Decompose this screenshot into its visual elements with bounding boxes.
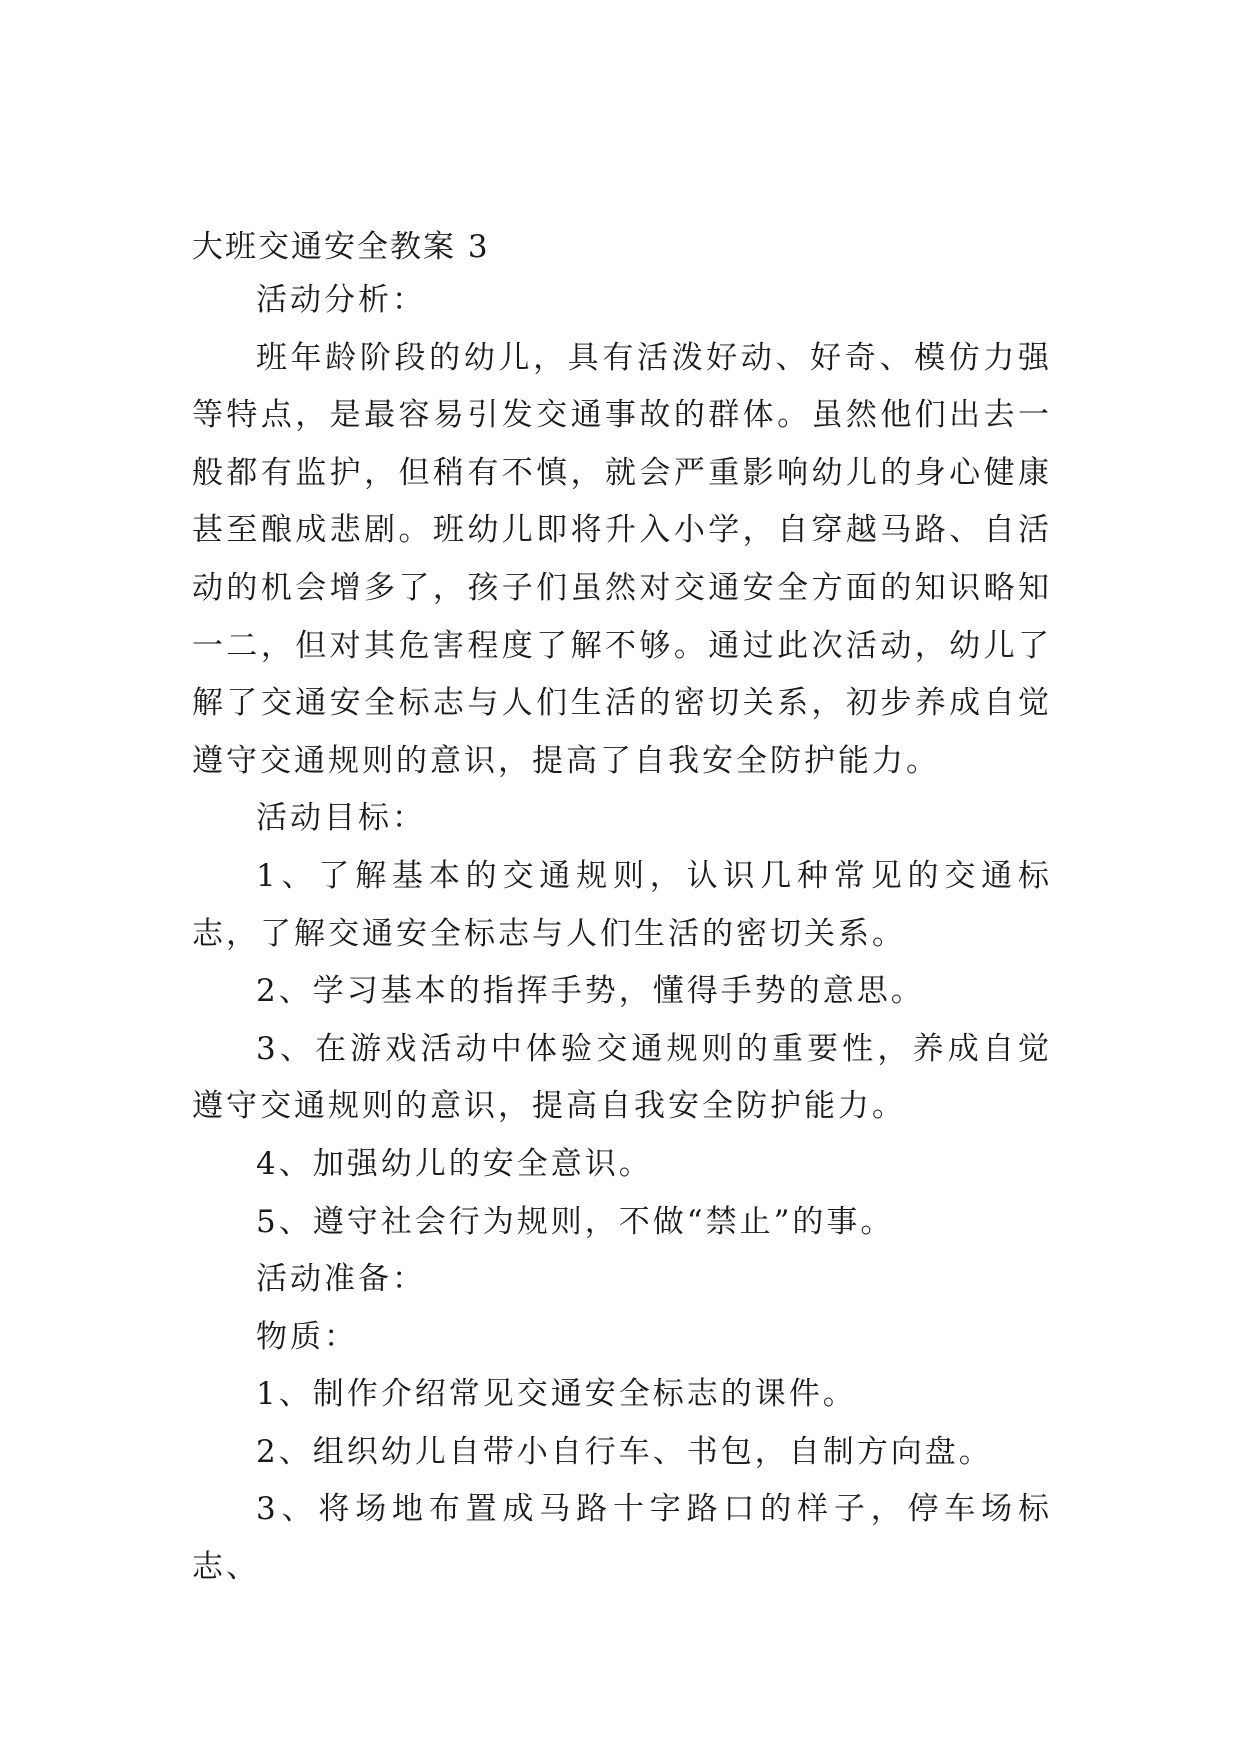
goal-item-4: 4、加强幼儿的安全意识。 <box>256 1145 653 1182</box>
document-title: 大班交通安全教案 3 <box>192 229 490 265</box>
material-item-2: 2、组织幼儿自带小自行车、书包，自制方向盘。 <box>256 1433 993 1470</box>
document-page <box>192 222 1052 1597</box>
analysis-paragraph: 班年龄阶段的幼儿，具有活泼好动、好奇、模仿力强等特点，是最容易引发交通事故的群体。虽然他们出去一般都有监护，但稍有不慎，就会严重影响幼儿的身心健康甚至酿成悲剧。班幼儿即将升入小学，自穿越马路、自活动的机会增多了，孩子们虽然对交通安全方面的知识略知一二，但对其危害程度了解不够。通过此次活动，幼儿了解了交通安全标志与人们生活的密切关系，初步养成自觉遵守交通规则的意识，提高了自我安全防护能力。 <box>192 339 1052 779</box>
material-item-1: 1、制作介绍常见交通安全标志的课件。 <box>256 1376 857 1413</box>
subheading-materials: 物质： <box>256 1318 358 1355</box>
section-heading-analysis: 活动分析： <box>256 282 426 318</box>
goal-item-2: 2、学习基本的指挥手势，懂得手势的意思。 <box>256 973 925 1010</box>
goal-item-5: 5、遵守社会行为规则，不做“禁止”的事。 <box>256 1203 895 1240</box>
goal-item-3: 3、在游戏活动中体验交通规则的重要性，养成自觉遵守交通规则的意识，提高自我安全防护能力。 <box>192 1030 1052 1125</box>
material-item-3: 3、将场地布置成马路十字路口的样子，停车场标志、 <box>192 1491 1052 1586</box>
section-heading-preparation: 活动准备： <box>256 1261 426 1298</box>
goal-item-1: 1、了解基本的交通规则，认识几种常见的交通标志，了解交通安全标志与人们生活的密切关系。 <box>192 857 1052 952</box>
section-heading-goals: 活动目标： <box>256 800 426 837</box>
